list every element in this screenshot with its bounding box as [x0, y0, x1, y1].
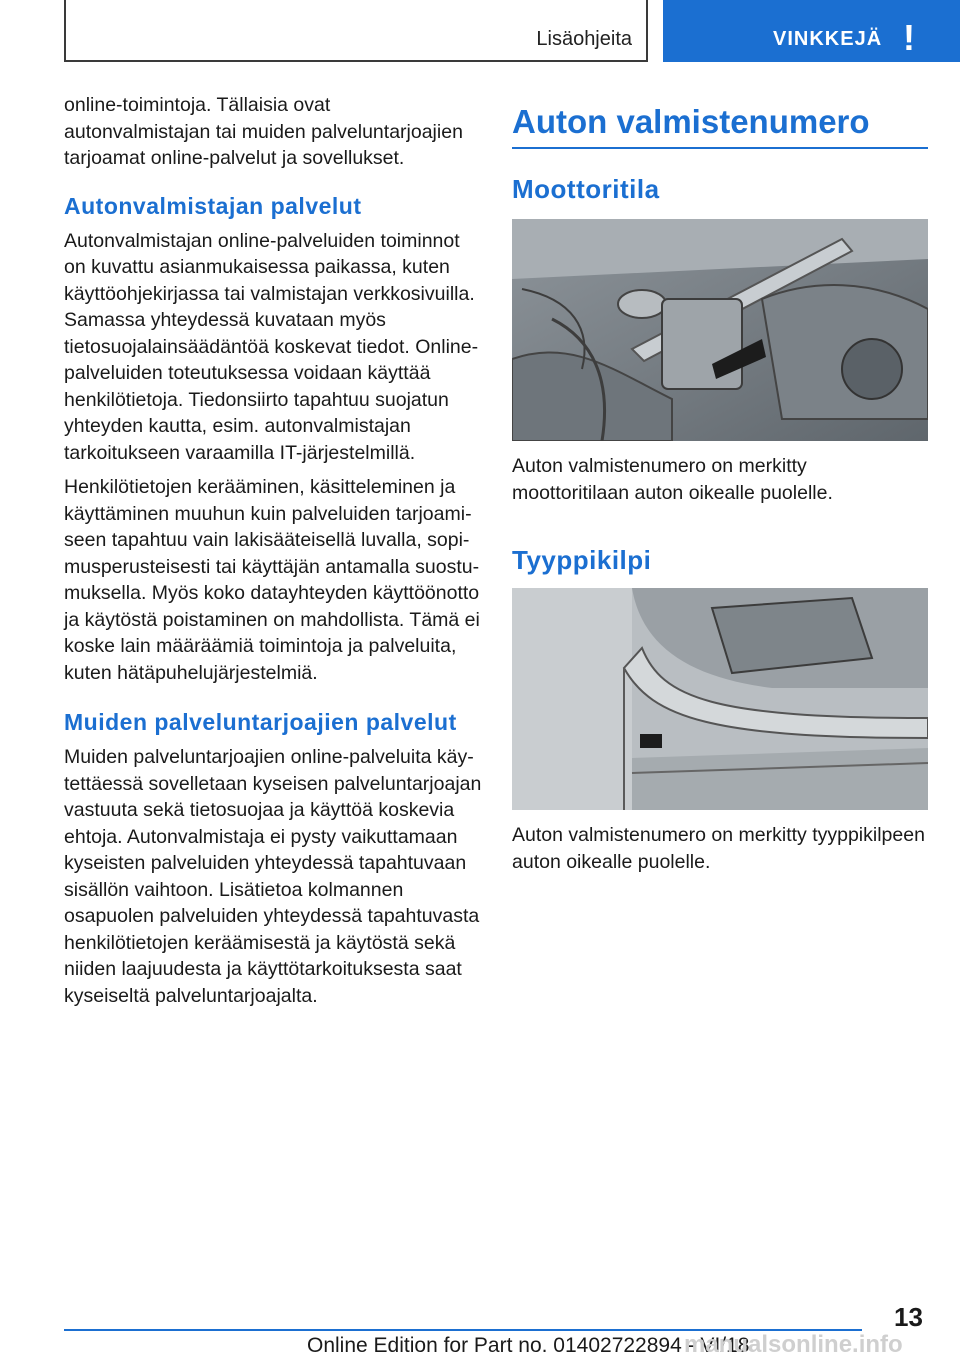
footer-watermark: manualsonline.info — [684, 1331, 903, 1358]
caption-type-plate: Auton valmistenumero on merkitty tyyppikilpeen auton oikealle puolelle. — [512, 824, 925, 873]
header-section-title: Lisäohjeita — [536, 28, 632, 50]
title-rule — [512, 147, 928, 149]
right-column — [512, 100, 928, 875]
left-column — [64, 92, 482, 1009]
type-plate-photo — [512, 588, 928, 810]
heading-engine-compartment: Moottoritila — [512, 174, 660, 204]
caption-engine-compartment: Auton valmistenumero on merkitty moottoritilaan auton oikealle puolelle. — [512, 455, 833, 504]
exclamation-icon: ! — [903, 17, 915, 58]
heading-manufacturer-services: Autonvalmistajan palvelut — [64, 192, 362, 219]
paragraph-third-party-services: Muiden palveluntarjoajien online-palveluita käytettäessä sovelletaan kyseisen palveluntarjoajan vastuuta sekä tietosuojaa ja käyttöä koskevia ehtoja. Autonvalmistaja ei pysty vaikuttamaan kyseisten palveluiden yhteydessä tapahtuvaan sisällön vaihtoon. Lisätietoa kolmannen osapuolen palveluiden yhteydessä tapahtuvasta henkilötietojen keräämisestä ja käytöstä sekä niiden laajuudesta ja käyttötarkoituksesta saat kyseiseltä palveluntarjoajalta. — [64, 746, 482, 1007]
header-section-box — [64, 0, 648, 62]
header-chapter-title: VINKKEJÄ — [773, 28, 883, 50]
page-number: 13 — [894, 1302, 923, 1332]
heading-type-plate: Tyyppikilpi — [512, 545, 652, 575]
footer-edition: Online Edition for Part no. 01402722894 - VI/18 — [307, 1334, 750, 1357]
engine-compartment-photo — [512, 219, 928, 441]
intro-paragraph: online-toimintoja. Tällaisia ovat autonvalmistajan tai muiden palveluntarjoajien tarjoamat online-palvelut ja sovellukset. — [64, 94, 463, 169]
paragraph-personal-data: Henkilötietojen kerääminen, käsitteleminen ja käyttäminen muuhun kuin palveluiden tarjoamiseen tapahtuu vain lakisääteisellä luvalla, sopimusperusteisesti tai käyttäjän antamalla suostumuksella. Myös koko datayhteyden käyttöönotto ja käytöstä poistaminen on mahdollista. Tämä ei koske lain määräämiä toimintoja ja palveluita, kuten hätäpuhelujärjestelmiä. — [64, 476, 480, 684]
header-chapter-tab — [663, 0, 960, 62]
paragraph-manufacturer-services: Autonvalmistajan online-palveluiden toiminnot on kuvattu asianmukaisessa paikassa, kuten käyttöohjekirjassa tai valmistajan verkkosivuilla. Samassa yhteydessä kuvataan myös tietosuojalainsäädäntöä koskevat tiedot. Online-palveluiden toteutuksessa voidaan käyttää henkilötietoja. Tiedonsiirto tapahtuu suojatun yhteyden kautta, esim. autonvalmistajan tarkoitukseen varaamilla IT-järjestelmillä. — [64, 229, 479, 464]
page-title: Auton valmistenumero — [512, 103, 870, 140]
heading-third-party-services: Muiden palveluntarjoajien palvelut — [64, 709, 457, 735]
